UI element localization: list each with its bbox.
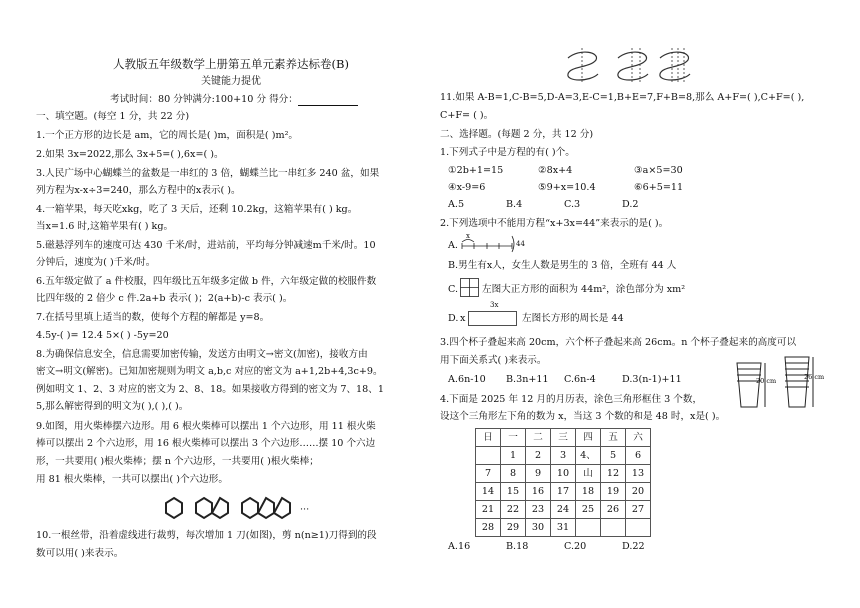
- section-fill-in: 一、填空题。(每空 1 分，共 22 分): [36, 111, 190, 122]
- choice-option[interactable]: D.3(n-1)+11: [622, 374, 682, 385]
- calendar-cell: 18: [576, 483, 601, 501]
- segment-diagram: [462, 234, 522, 254]
- choice-question-3-line1: 3.四个杯子叠起来高 20cm，六个杯子叠起来高 26cm。n 个杯子叠起来的高度可以: [440, 337, 797, 348]
- calendar-cell: 2: [526, 447, 551, 465]
- rect-3x-label: 3x: [490, 301, 499, 309]
- q2-option-d-text: 左图长方形的周长是 44: [522, 313, 624, 324]
- calendar-cell: 23: [526, 501, 551, 519]
- q1-option: ②8x+4: [538, 165, 573, 176]
- choice-option[interactable]: C.3: [564, 199, 581, 210]
- choice-option[interactable]: C.6n-4: [564, 374, 596, 385]
- segment-x-label: x: [466, 232, 470, 240]
- segment-44-label: 44: [516, 240, 525, 248]
- choice-option[interactable]: A.5: [448, 199, 465, 210]
- stacked-cups-figure: [733, 355, 825, 417]
- choice-option[interactable]: D.22: [622, 541, 645, 552]
- choice-option[interactable]: B.3n+11: [506, 374, 549, 385]
- hexagon-matchstick-figure: [160, 494, 300, 524]
- calendar-cell: 1: [501, 447, 526, 465]
- question-6-line1: 6.五年级定做了 a 件校服，四年级比五年级多定做 b 件，六年级定做的校服件数: [36, 276, 377, 287]
- question-2: 2.如果 3x=2022,那么 3x+5=( ),6x=( )。: [36, 149, 224, 160]
- ribbon-cut-diagram: [560, 48, 700, 84]
- calendar-cell: 24: [551, 501, 576, 519]
- q2-option-b[interactable]: B.男生有x人，女生人数是男生的 3 倍，全班有 44 人: [448, 260, 677, 271]
- calendar-cell: [626, 519, 651, 537]
- calendar-cell: 28: [476, 519, 501, 537]
- question-7-line2: 4.5y-( )= 12.4 5×( ) -5y=20: [36, 330, 169, 341]
- hexagon-ellipsis: ···: [300, 504, 310, 515]
- calendar-cell: 29: [501, 519, 526, 537]
- square-grid-diagram: [460, 278, 480, 298]
- question-8-line1: 8.为确保信息安全，信息需要加密传输，发送方由明文→密文(加密)，接收方由: [36, 349, 368, 360]
- question-4-line2: 当x=1.6 时,这箱苹果有( ) kg。: [36, 221, 174, 232]
- choice-question-4-line2: 设这个三角形左下角的数为 x，当这 3 个数的和是 48 时，x是( )。: [440, 411, 726, 422]
- calendar-cell: 21: [476, 501, 501, 519]
- q2-option-a-label[interactable]: A.: [448, 240, 458, 251]
- calendar-cell: 15: [501, 483, 526, 501]
- q1-option: ①2b+1=15: [448, 165, 504, 176]
- calendar-cell: 9: [526, 465, 551, 483]
- q2-option-c-label[interactable]: C.: [448, 284, 459, 295]
- q1-option: ⑤9+x=10.4: [538, 182, 596, 193]
- calendar-row: [476, 465, 651, 483]
- q1-options-row1: [448, 165, 683, 177]
- calendar-cell: 13: [626, 465, 651, 483]
- cups-26cm-label: 26 cm: [804, 373, 825, 381]
- calendar-header-cell: 日: [476, 429, 501, 447]
- calendar-cell: 17: [551, 483, 576, 501]
- question-3-line1: 3.人民广场中心蝴蝶兰的盆数是一串红的 3 倍，蝴蝶兰比一串红多 240 盆，如果: [36, 168, 380, 179]
- calendar-cell: 25: [576, 501, 601, 519]
- question-7-line1: 7.在括号里填上适当的数，使每个方程的解都是 y=8。: [36, 312, 270, 323]
- calendar-cell: [476, 447, 501, 465]
- question-5-line1: 5.磁悬浮列车的速度可达 430 千米/时，进站前，平均每分钟减速m千米/时。10: [36, 240, 376, 251]
- calendar-cell: 山: [576, 465, 601, 483]
- q1-choices: [448, 199, 639, 211]
- calendar-cell: 5: [601, 447, 626, 465]
- question-6-line2: 比四年级的 2 倍少 c 件.2a+b 表示( )；2(a+b)-c 表示( )。: [36, 293, 293, 304]
- calendar-cell: 4、: [576, 447, 601, 465]
- calendar-header-row: [476, 429, 651, 447]
- calendar-cell: 7: [476, 465, 501, 483]
- calendar-row: [476, 447, 651, 465]
- q2-option-c-text: 左图大正方形的面积为 44m²，涂色部分为 xm²: [482, 284, 686, 295]
- choice-question-1: 1.下列式子中是方程的有( )个。: [440, 147, 575, 158]
- calendar-cell: 6: [626, 447, 651, 465]
- question-9-line3: 形，一共要用( )根火柴棒；摆 n 个六边形，一共要用( )根火柴棒；: [36, 456, 319, 467]
- question-5-line2: 分钟后，速度为( )千米/时。: [36, 257, 156, 268]
- question-10-line1: 10.一根丝带，沿着虚线进行裁剪，每次增加 1 刀(如图)，剪 n(n≥1)刀得到的段: [36, 530, 377, 541]
- calendar-cell: 27: [626, 501, 651, 519]
- calendar-row: [476, 483, 651, 501]
- question-11-line2: C+F= ( )。: [440, 110, 494, 121]
- q1-option: ④x-9=6: [448, 182, 486, 193]
- calendar-table: [475, 428, 651, 537]
- calendar-cell: 3: [551, 447, 576, 465]
- calendar-cell: 16: [526, 483, 551, 501]
- question-8-line2: 密文→明文(解密)。已知加密规则为明文 a,b,c 对应的密文为 a+1,2b+4,3c+9。: [36, 366, 383, 377]
- q3-choices: [448, 374, 682, 386]
- q1-options-row2: [448, 182, 683, 194]
- page-title: 人教版五年级数学上册第五单元素养达标卷(B): [113, 57, 349, 71]
- section-choice: 二、选择题。(每题 2 分，共 12 分): [440, 129, 594, 140]
- question-9-line1: 9.如图，用火柴棒摆六边形。用 6 根火柴棒可以摆出 1 个六边形，用 11 根火柴: [36, 421, 376, 432]
- question-8-line3: 例如明文 1、2、3 对应的密文为 2、8、18。如果接收方得到的密文为 7、18、1: [36, 384, 384, 395]
- calendar-cell: 26: [601, 501, 626, 519]
- choice-option[interactable]: D.2: [622, 199, 639, 210]
- calendar-cell: 22: [501, 501, 526, 519]
- calendar-cell: 31: [551, 519, 576, 537]
- q1-option: ③a×5=30: [634, 165, 683, 176]
- calendar-row: [476, 519, 651, 537]
- choice-option[interactable]: B.4: [506, 199, 523, 210]
- q1-option: ⑥6+5=11: [634, 182, 684, 193]
- q2-option-d-label[interactable]: D.: [448, 313, 459, 324]
- calendar-cell: 10: [551, 465, 576, 483]
- score-blank[interactable]: [298, 96, 358, 106]
- choice-question-2: 2.下列选项中不能用方程“x+3x=44”来表示的是( )。: [440, 218, 669, 229]
- calendar-cell: 19: [601, 483, 626, 501]
- calendar-header-cell: 五: [601, 429, 626, 447]
- calendar-header-cell: 一: [501, 429, 526, 447]
- question-8-line4: 5,那么解密得到的明文为( ),( ),( )。: [36, 401, 189, 412]
- choice-question-3-line2: 用下面关系式( )来表示。: [440, 355, 547, 366]
- cups-20cm-label: 20 cm: [756, 377, 777, 385]
- calendar-header-cell: 四: [576, 429, 601, 447]
- question-3-line2: 列方程为x-x÷3=240，那么方程中的x表示( )。: [36, 185, 241, 196]
- question-1: 1.一个正方形的边长是 am，它的周长是( )m，面积是( )m²。: [36, 130, 299, 141]
- calendar-header-cell: 二: [526, 429, 551, 447]
- page-subtitle: 关键能力提优: [201, 76, 261, 87]
- choice-option[interactable]: A.16: [448, 541, 471, 552]
- calendar-cell: [601, 519, 626, 537]
- choice-option[interactable]: A.6n-10: [448, 374, 486, 385]
- calendar-header-cell: 六: [626, 429, 651, 447]
- calendar-row: [476, 501, 651, 519]
- question-4-line1: 4.一箱苹果，每天吃xkg，吃了 3 天后，还剩 10.2kg，这箱苹果有( ) kg。: [36, 204, 358, 215]
- choice-option[interactable]: C.20: [564, 541, 587, 552]
- exam-info: 考试时间：80 分钟满分:100+10 分 得分：: [110, 94, 358, 106]
- q4-choices: [448, 541, 645, 553]
- question-9-line4: 用 81 根火柴棒，一共可以摆出( )个六边形。: [36, 474, 228, 485]
- calendar-cell: 14: [476, 483, 501, 501]
- question-9-line2: 棒可以摆出 2 个六边形，用 16 根火柴棒可以摆出 3 个六边形……摆 10 个六边: [36, 438, 376, 449]
- calendar-cell: 12: [601, 465, 626, 483]
- question-11-line1: 11.如果 A-B=1,C-B=5,D-A=3,E-C=1,B+E=7,F+B=8,那么 A+F=( ),C+F=( ),: [440, 92, 805, 103]
- calendar-cell: 30: [526, 519, 551, 537]
- choice-question-4-line1: 4.下面是 2025 年 12 月的月历表，涂色三角形框住 3 个数，: [440, 394, 703, 405]
- rect-x-label: x: [460, 313, 466, 324]
- question-10-line2: 数可以用( )来表示。: [36, 548, 124, 559]
- calendar-cell: 20: [626, 483, 651, 501]
- calendar-header-cell: 三: [551, 429, 576, 447]
- calendar-cell: [576, 519, 601, 537]
- calendar-cell: 8: [501, 465, 526, 483]
- choice-option[interactable]: B.18: [506, 541, 529, 552]
